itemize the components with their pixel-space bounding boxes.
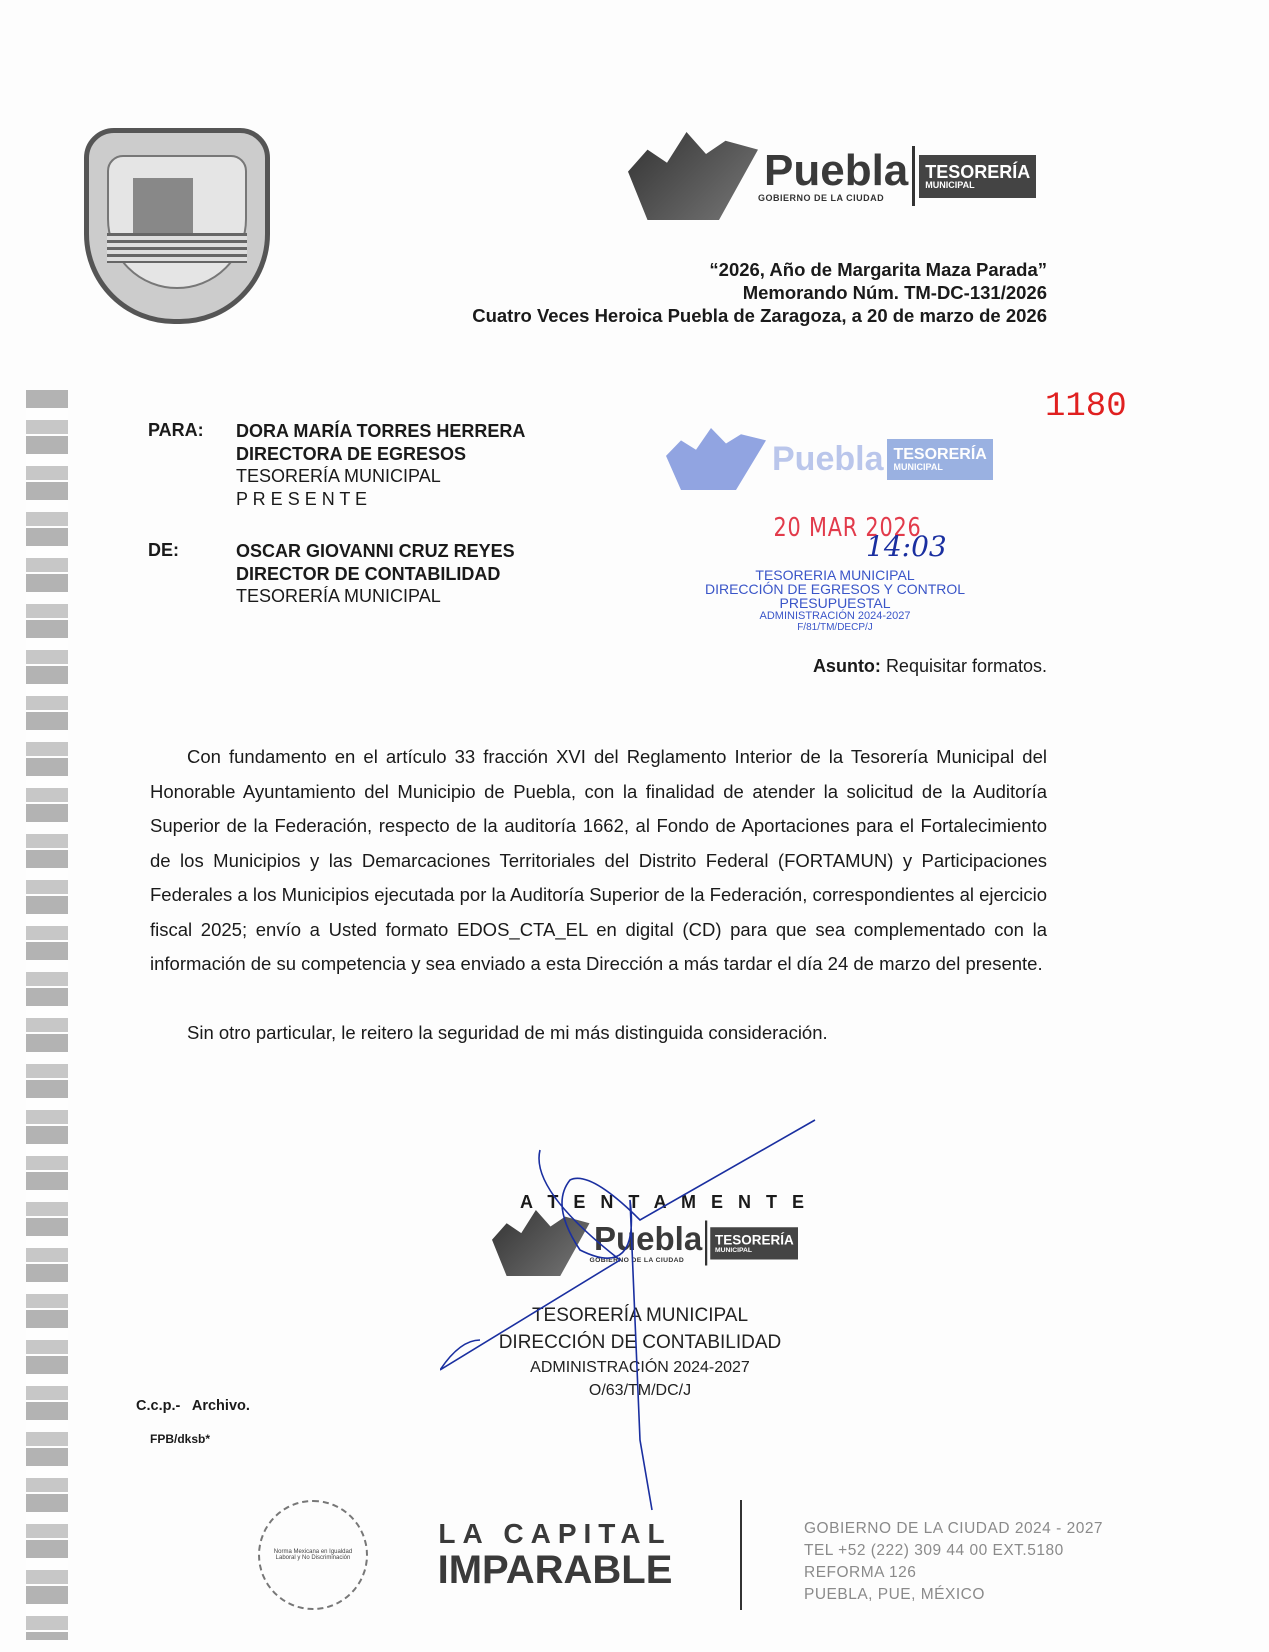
recipient-dept: TESORERÍA MUNICIPAL	[236, 466, 441, 486]
footer-line4: PUEBLA, PUE, MÉXICO	[804, 1586, 985, 1603]
stamp-logo-dept-sub: MUNICIPAL	[893, 461, 943, 472]
memo-body	[150, 740, 1047, 1050]
received-stamp-logo	[666, 428, 993, 490]
subject-line	[813, 656, 1047, 677]
stamp-logo-dept: TESORERÍA	[893, 445, 987, 463]
stamp-line1: TESORERIA MUNICIPAL	[755, 567, 915, 583]
sig-logo-dept-sub: MUNICIPAL	[714, 1245, 752, 1254]
sig-line1: TESORERÍA MUNICIPAL	[531, 1305, 749, 1326]
sig-line2: DIRECCIÓN DE CONTABILIDAD	[498, 1332, 782, 1353]
sig-line4: O/63/TM/DC/J	[588, 1382, 692, 1399]
ccp-value: Archivo.	[191, 1398, 250, 1414]
sig-logo-word: Puebla	[594, 1220, 703, 1258]
footer-divider	[740, 1500, 742, 1610]
sig-line3: ADMINISTRACIÓN 2024-2027	[530, 1359, 750, 1376]
logo-dept: TESORERÍA	[925, 161, 1031, 182]
puebla-tesoreria-logo	[628, 132, 1036, 220]
received-time: 14:03	[866, 530, 947, 563]
logo-dept-sub: MUNICIPAL	[925, 179, 975, 190]
folio-number: 1180	[1045, 388, 1127, 426]
recipient-name: DORA MARÍA TORRES HERRERA	[236, 421, 526, 441]
footer-contact	[804, 1518, 1103, 1606]
document-header	[472, 258, 1047, 327]
closing-paragraph: Sin otro particular, le reitero la seguridad de mi más distinguida consideración.	[187, 1021, 828, 1043]
ccp-label: C.c.p.-	[136, 1398, 181, 1414]
sig-logo-dept: TESORERÍA	[714, 1232, 794, 1248]
place-date: Cuatro Veces Heroica Puebla de Zaragoza, a 20 de marzo de 2026	[472, 305, 1047, 326]
year-motto: “2026, Año de Margarita Maza Parada”	[709, 259, 1047, 280]
handwritten-signature	[440, 1110, 820, 1530]
sender-dept: TESORERÍA MUNICIPAL	[236, 586, 441, 606]
slogan-line2: IMPARABLE	[437, 1548, 673, 1592]
de-label: DE:	[148, 540, 179, 560]
sig-logo-subtitle: GOBIERNO DE LA CIUDAD	[589, 1255, 685, 1264]
footer-line1: GOBIERNO DE LA CIUDAD 2024 - 2027	[804, 1520, 1104, 1537]
subject-label: Asunto:	[812, 656, 881, 676]
subject-text: Requisitar formatos.	[885, 656, 1047, 676]
badge-text: Norma Mexicana en Igualdad Laboral y No Discriminación	[273, 1549, 353, 1561]
received-stamp-text	[690, 568, 980, 633]
slogan-line1: LA CAPITAL	[438, 1518, 672, 1549]
closing-word: A T E N T A M E N T E	[520, 1192, 809, 1212]
stamp-logo-word: Puebla	[772, 440, 884, 478]
decorative-border	[26, 390, 68, 1640]
presente: P R E S E N T E	[236, 488, 368, 509]
initials: FPB/dksb*	[150, 1432, 211, 1446]
footer-line2: TEL +52 (222) 309 44 00 EXT.5180	[804, 1542, 1064, 1559]
city-seal	[84, 128, 270, 324]
ccp-line	[136, 1398, 250, 1414]
body-paragraph: Con fundamento en el artículo 33 fracción XVI del Reglamento Interior de la Tesorería Municipal del Honorable Ayuntamiento del Municipio de Puebla, con la finalidad de atender la solicitud de la Auditoría Superior de la Federación, respecto de la auditoría 1662, al Fondo de Aportaciones para el Fortalecimiento de los Municipios y las Demarcaciones Territoriales del Distrito Federal (FORTAMUN) y Participaciones Federales a los Municipios ejecutada por la Auditoría Superior de la Federación, correspondientes al ejercicio fiscal 2025; envío a Usted formato EDOS_CTA_EL en digital (CD) para que sea complementado con la información de su competencia y sea enviado a esta Dirección a más tardar el día 24 de marzo del presente.	[150, 746, 1047, 974]
recipient-block	[236, 420, 525, 510]
sender-name: OSCAR GIOVANNI CRUZ REYES	[236, 541, 515, 561]
footer-line3: REFORMA 126	[804, 1564, 917, 1581]
stamp-line3: PRESUPUESTAL	[779, 595, 891, 611]
slogan	[405, 1518, 705, 1590]
sender-block	[236, 540, 515, 608]
equality-badge	[258, 1500, 368, 1610]
stamp-line5: F/81/TM/DECP/J	[797, 622, 873, 633]
sender-title: DIRECTOR DE CONTABILIDAD	[236, 563, 501, 584]
para-label: PARA:	[148, 420, 204, 440]
logo-word: Puebla	[764, 146, 909, 195]
recipient-title: DIRECTORA DE EGRESOS	[236, 443, 467, 464]
stamp-line2: DIRECCIÓN DE EGRESOS Y CONTROL	[704, 581, 966, 597]
logo-subtitle: GOBIERNO DE LA CIUDAD	[758, 193, 885, 203]
memo-number: Memorando Núm. TM-DC-131/2026	[742, 282, 1047, 303]
stamp-line4: ADMINISTRACIÓN 2024-2027	[759, 610, 911, 622]
received-date: 20 MAR 2026	[773, 513, 922, 543]
emblem-icon	[628, 132, 758, 220]
